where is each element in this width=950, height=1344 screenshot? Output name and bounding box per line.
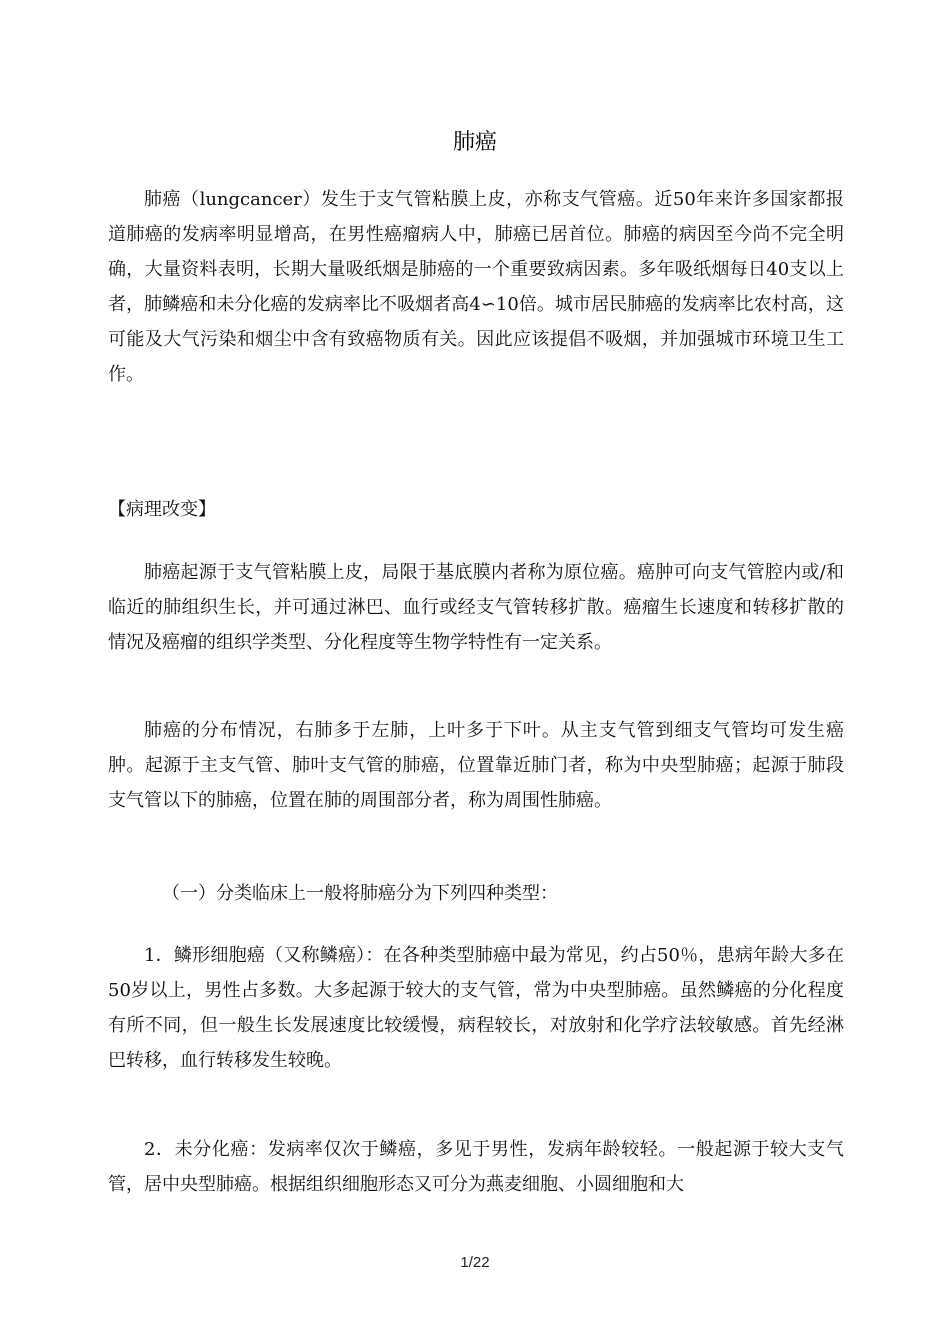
document-title: 肺癌 [452, 130, 497, 155]
section-heading-pathology: 【病理改变】 [108, 499, 216, 520]
type-1-paragraph: 1．鳞形细胞癌（又称鳞癌）：在各种类型肺癌中最为常见，约占50％，患病年龄大多在50岁以上，男性占多数。大多起源于较大的支气管，常为中央型肺癌。虽然鳞癌的分化程度有所不同，但一般生长发展速度比较缓慢，病程较长，对放射和化学疗法较敏感。首先经淋巴转移，血行转移发生较晚。 [108, 945, 844, 1071]
intro-paragraph: 肺癌（lungcancer）发生于支气管粘膜上皮，亦称支气管癌。近50年来许多国家都报道肺癌的发病率明显增高，在男性癌瘤病人中，肺癌已居首位。肺癌的病因至今尚不完全明确，大量资料表明，长期大量吸纸烟是肺癌的一个重要致病因素。多年吸纸烟每日40支以上者，肺鳞癌和未分化癌的发病率比不吸烟者高4∽10倍。城市居民肺癌的发病率比农村高，这可能及大气污染和烟尘中含有致癌物质有关。因此应该提倡不吸烟，并加强城市环境卫生工作。 [108, 189, 844, 385]
type-2-paragraph: 2．未分化癌：发病率仅次于鳞癌，多见于男性，发病年龄较轻。一般起源于较大支气管，居中央型肺癌。根据组织细胞形态又可分为燕麦细胞、小圆细胞和大 [108, 1139, 844, 1195]
pathology-paragraph-2: 肺癌的分布情况，右肺多于左肺，上叶多于下叶。从主支气管到细支气管均可发生癌肿。起源于主支气管、肺叶支气管的肺癌，位置靠近肺门者，称为中央型肺癌；起源于肺段支气管以下的肺癌，位置在肺的周围部分者，称为周围性肺癌。 [108, 720, 844, 811]
classification-intro: （一）分类临床上一般将肺癌分为下列四种类型： [162, 883, 558, 904]
pathology-paragraph-1: 肺癌起源于支气管粘膜上皮，局限于基底膜内者称为原位癌。癌肿可向支气管腔内或/和临近的肺组织生长，并可通过淋巴、血行或经支气管转移扩散。癌瘤生长速度和转移扩散的情况及癌瘤的组织学类型、分化程度等生物学特性有一定关系。 [108, 562, 844, 653]
page-number: 1/22 [460, 1254, 490, 1271]
